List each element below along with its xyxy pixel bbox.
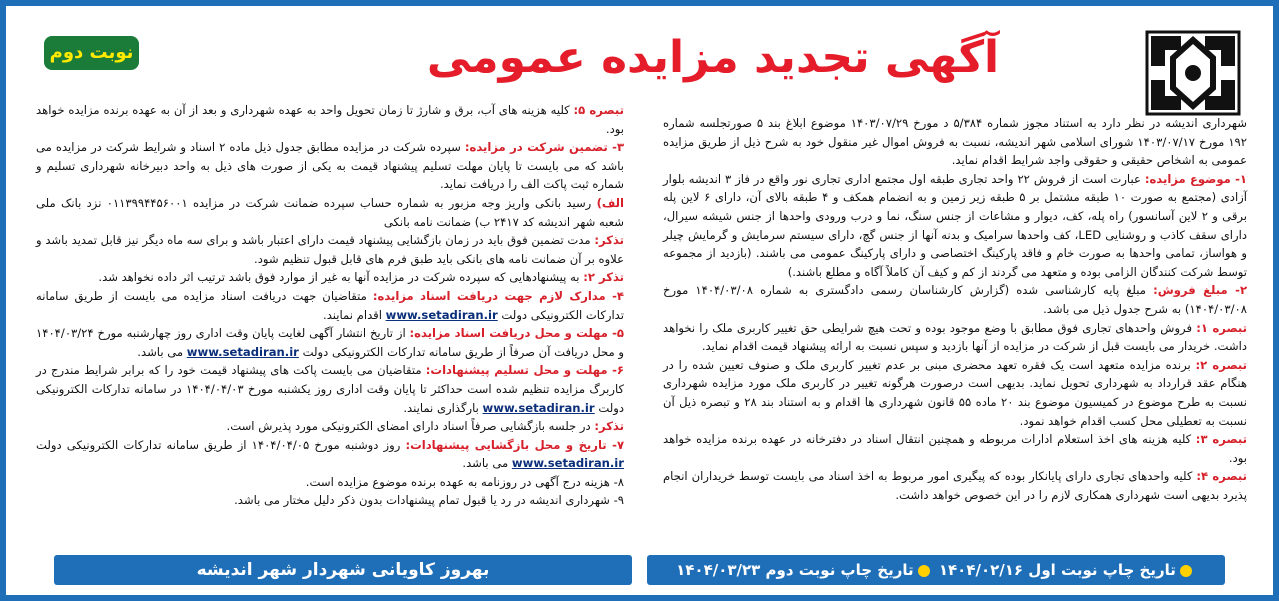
paragraph-heading: ۱- موضوع مزایده: (1144, 171, 1247, 186)
paragraph-text: متقاضیان جهت دریافت اسناد مزایده می بایست از طریق سامانه تدارکات الکترونیکی دولت (36, 288, 624, 322)
paragraph-text: متقاضیان می بایست پاکت های پیشنهاد قیمت خود را که برابر شرایط مندرج در کاربرگ مزایده تنظیم شده است حداکثر تا پایان وقت اداری روز یکشنبه مورخ ۱۴۰۴/۰۴/۰۳ در سامانه تدارکات الکترونیکی دولت (36, 363, 624, 415)
paragraph-text: مبلغ پایه کارشناسی شده (گزارش کارشناسان رسمی دادگستری به شماره ۱۴۰۴/۰۳/۰۸ مورخ ۱۴۰۴/۰۳/۰۸) به شرح جدول ذیل می باشد. (663, 283, 1247, 316)
setadiran-link[interactable]: www.setadiran.ir (482, 400, 595, 415)
bullet-icon (918, 565, 930, 577)
setadiran-link[interactable]: www.setadiran.ir (186, 344, 299, 359)
paragraph-heading: ۷- تاریخ و محل بازگشایی پیشنهادات: (405, 437, 625, 452)
paragraph-note-2 (663, 356, 1247, 430)
second-print-date: تاریخ چاپ نوبت دوم ۱۴۰۴/۰۳/۲۳ (676, 561, 914, 579)
paragraph-text: کلیه هزینه های اخذ استعلام ادارات مربوطه و همچنین انتقال اسناد در دفترخانه در عهده برنده مزایده خواهد بود. (663, 432, 1247, 465)
municipality-logo-icon (1143, 28, 1243, 118)
bullet-icon (1180, 565, 1192, 577)
paragraph-submit-deadline (36, 361, 624, 417)
paragraph-intro (663, 114, 1247, 170)
paragraph-heading: ۲- مبلغ فروش: (1153, 283, 1248, 298)
paragraph-price (663, 281, 1247, 318)
setadiran-link[interactable]: www.setadiran.ir (385, 307, 498, 322)
paragraph-documents (36, 287, 624, 324)
paragraph-opening (36, 436, 624, 473)
paragraph-heading: الف) (596, 195, 625, 210)
paragraph-reminder-2 (36, 268, 624, 287)
mayor-signature: بهروز کاویانی شهردار شهر اندیشه (54, 555, 632, 585)
paragraph-tail: بارگذاری نمایند. (403, 400, 479, 415)
paragraph-text: از تاریخ انتشار آگهی لغایت پایان وقت اداری روز چهارشنبه مورخ ۱۴۰۴/۰۳/۲۴ و محل دریافت آن صرفاً از طریق سامانه تدارکات الکترونیکی دولت (36, 326, 624, 359)
paragraph-subject (663, 170, 1247, 282)
paragraph-note-1 (663, 319, 1247, 356)
paragraph-text: رسید بانکی واریز وجه مزبور به شماره حساب سپرده ضمانت شرکت در مزایده ۰۱۱۳۹۹۴۴۵۶۰۰۱ نزد بانک ملی شعبه شهر اندیشه کد ۲۴۱۷ ب) ضمانت نامه بانکی (36, 195, 624, 229)
paragraph-note-5 (36, 101, 624, 138)
paragraph-ad-cost (36, 473, 624, 492)
paragraph-text: مدت تضمین فوق باید در زمان بازگشایی پیشنهاد قیمت دارای اعتبار باشد و برای سه ماه دیگر نیز قابل تمدید باشد و علاوه بر آن ضمانت نامه های بانکی باید طبق فرم های قابل قبول تنظیم شود. (36, 233, 624, 266)
paragraph-reminder-3 (36, 417, 624, 436)
paragraph-heading: تذکر ۲: (583, 270, 624, 285)
paragraph-heading: تذکر: (594, 233, 625, 248)
paragraph-heading: تبصره ۱: (1196, 320, 1248, 335)
paragraph-text: روز دوشنبه مورخ ۱۴۰۴/۰۴/۰۵ از طریق سامانه تدارکات الکترونیکی دولت (36, 437, 401, 452)
right-column (663, 114, 1247, 504)
print-dates-bar (647, 555, 1225, 585)
paragraph-heading: تبصره ۵: (573, 103, 625, 117)
paragraph-heading: ۴- مدارک لازم جهت دریافت اسناد مزایده: (372, 288, 624, 303)
paragraph-text: کلیه هزینه های آب، برق و شارژ تا زمان تحویل واحد به عهده شهرداری و بعد از آن به عهده برنده مزایده خواهد بود. (36, 103, 624, 136)
paragraph-text: برنده مزایده متعهد است یک فقره تعهد محضری مبنی بر عدم تغییر کاربری ملک و صنوف تعیین شده را در هنگام عقد قرارداد به شهرداری تحویل نماید. بدیهی است درصورت هرگونه تغییر در کاربری ملک مورد مزایده شهرداری نسبت به طرح موضوع در کمیسیون موضوع بند ۲۰ ماده ۵۵ قانون شهرداری ها اقدام و به استناد بند ۲۸ و تبصره ذیل آن نسبت به تعطیلی محل کسب اقدام خواهد نمود. (663, 357, 1247, 428)
paragraph-heading: تذکر: (594, 419, 624, 434)
paragraph-tail: اقدام نمایند. (323, 307, 382, 322)
paragraph-tail: می باشد. (462, 456, 509, 471)
left-column (36, 101, 624, 510)
paragraph-text: در جلسه بازگشایی صرفاً اسناد دارای امضای الکترونیکی مورد پذیرش است. (226, 419, 591, 434)
paragraph-receive-deadline (36, 324, 624, 361)
paragraph-text: سپرده شرکت در مزایده مطابق جدول ذیل ماده ۲ اسناد و شرایط شرکت در مزایده می باشد که می بایست تا پایان مهلت تسلیم پیشنهاد قیمت به یکی از صورت های ذیل به واحد دبیرخانه شهرداری تسلیم و شماره ثبت پاکت الف را دریافت نماید. (36, 140, 624, 192)
paragraph-option-a (36, 194, 624, 231)
paragraph-heading: تبصره ۲: (1195, 357, 1247, 372)
paragraph-note-4 (663, 467, 1247, 504)
paragraph-text: عبارت است از فروش ۲۲ واحد تجاری طبقه اول مجتمع اداری تجاری نور واقع در فاز ۳ اندیشه بلوار آزادی (مجتمع به صورت ۱۰ طبقه مشتمل بر ۵ طبقه زیر زمین و به انضمام همکف و ۴ طبقه بالای آن، دارای ۶ لاین پله برقی و ۲ لاین آسانسور) راه پله، کف، دیوار و مشاعات از جنس سنگ، نما و درب ورودی واحدها از جنس شیشه سیرال، دارای سقف کاذب و روشنایی LED، کف واحدها سرامیک و بدنه آنها از جنس گچ، دارای سیستم سرمایش و گرمایش چیلر و هواساز، تمامی واحدها به صورت خام و فاقد پارکینگ اختصاصی و دارای پارکینگ عمومی می باشند. (بازدید از مجموعه توسط شرکت کنندگان الزامی بوده و متعهد می گردند از کم و کیف آن کاملاً آگاه و مطلع باشند.) (663, 171, 1247, 279)
setadiran-link[interactable]: www.setadiran.ir (511, 456, 624, 471)
paragraph-heading: ۳- تضمین شرکت در مزایده: (464, 140, 625, 155)
first-print-date: تاریخ چاپ نوبت اول ۱۴۰۴/۰۲/۱۶ (938, 561, 1176, 579)
paragraph-text: ۹- شهرداری اندیشه در رد یا قبول تمام پیشنهادات بدون ذکر دلیل مختار می باشد. (234, 493, 624, 508)
paragraph-text: به پیشنهادهایی که سپرده شرکت در مزایده آنها به غیر از موارد فوق باشد ترتیب اثر داده نخواهد شد. (98, 270, 580, 285)
paragraph-heading: ۵- مهلت و محل دریافت اسناد مزایده: (409, 326, 624, 341)
paragraph-tail: می باشد. (137, 344, 184, 359)
paragraph-guarantee (36, 138, 624, 194)
paragraph-note-3 (663, 430, 1247, 467)
paragraph-heading: ۶- مهلت و محل تسلیم پیشنهادات: (425, 363, 624, 378)
page-title: آگهی تجدید مزایده عمومی (426, 32, 1000, 83)
second-print-badge: نوبت دوم (44, 36, 139, 70)
paragraph-text: کلیه واحدهای تجاری دارای پایانکار بوده که پیگیری امور مربوط به اخذ اسناد می بایست توسط خریداران انجام پذیرد بدیهی است شهرداری همکاری لازم را در این خصوص خواهد داشت. (663, 469, 1247, 502)
paragraph-heading: تبصره ۳: (1195, 432, 1248, 447)
paragraph-rights (36, 491, 624, 510)
paragraph-heading: تبصره ۴: (1196, 469, 1248, 484)
paragraph-text: شهرداری اندیشه در نظر دارد به استناد مجوز شماره ۵/۳۸۴ د مورخ ۱۴۰۳/۰۷/۲۹ موضوع ابلاغ بند ۵ صورتجلسه شماره ۱۹۲ مورخ ۱۴۰۳/۰۷/۱۷ شورای اسلامی شهر اندیشه، نسبت به فروش اموال غیر منقول خود به شرح ذیل از طریق مزایده عمومی به اشخاص حقیقی و حقوقی واجد شرایط اقدام نماید. (663, 116, 1248, 168)
paragraph-reminder-1 (36, 231, 624, 268)
paragraph-text: ۸- هزینه درج آگهی در روزنامه به عهده برنده موضوع مزایده است. (305, 474, 624, 489)
paragraph-text: فروش واحدهای تجاری فوق مطابق با وضع موجود بوده و تحت هیچ شرایطی حق تغییر کاربری ملک را نخواهد داشت. خریدار می بایست قبل از شرکت در مزایده از آنها بازدید و سپس نسبت به ارائه پیشنهاد قیمت اقدام نماید. (663, 320, 1247, 354)
